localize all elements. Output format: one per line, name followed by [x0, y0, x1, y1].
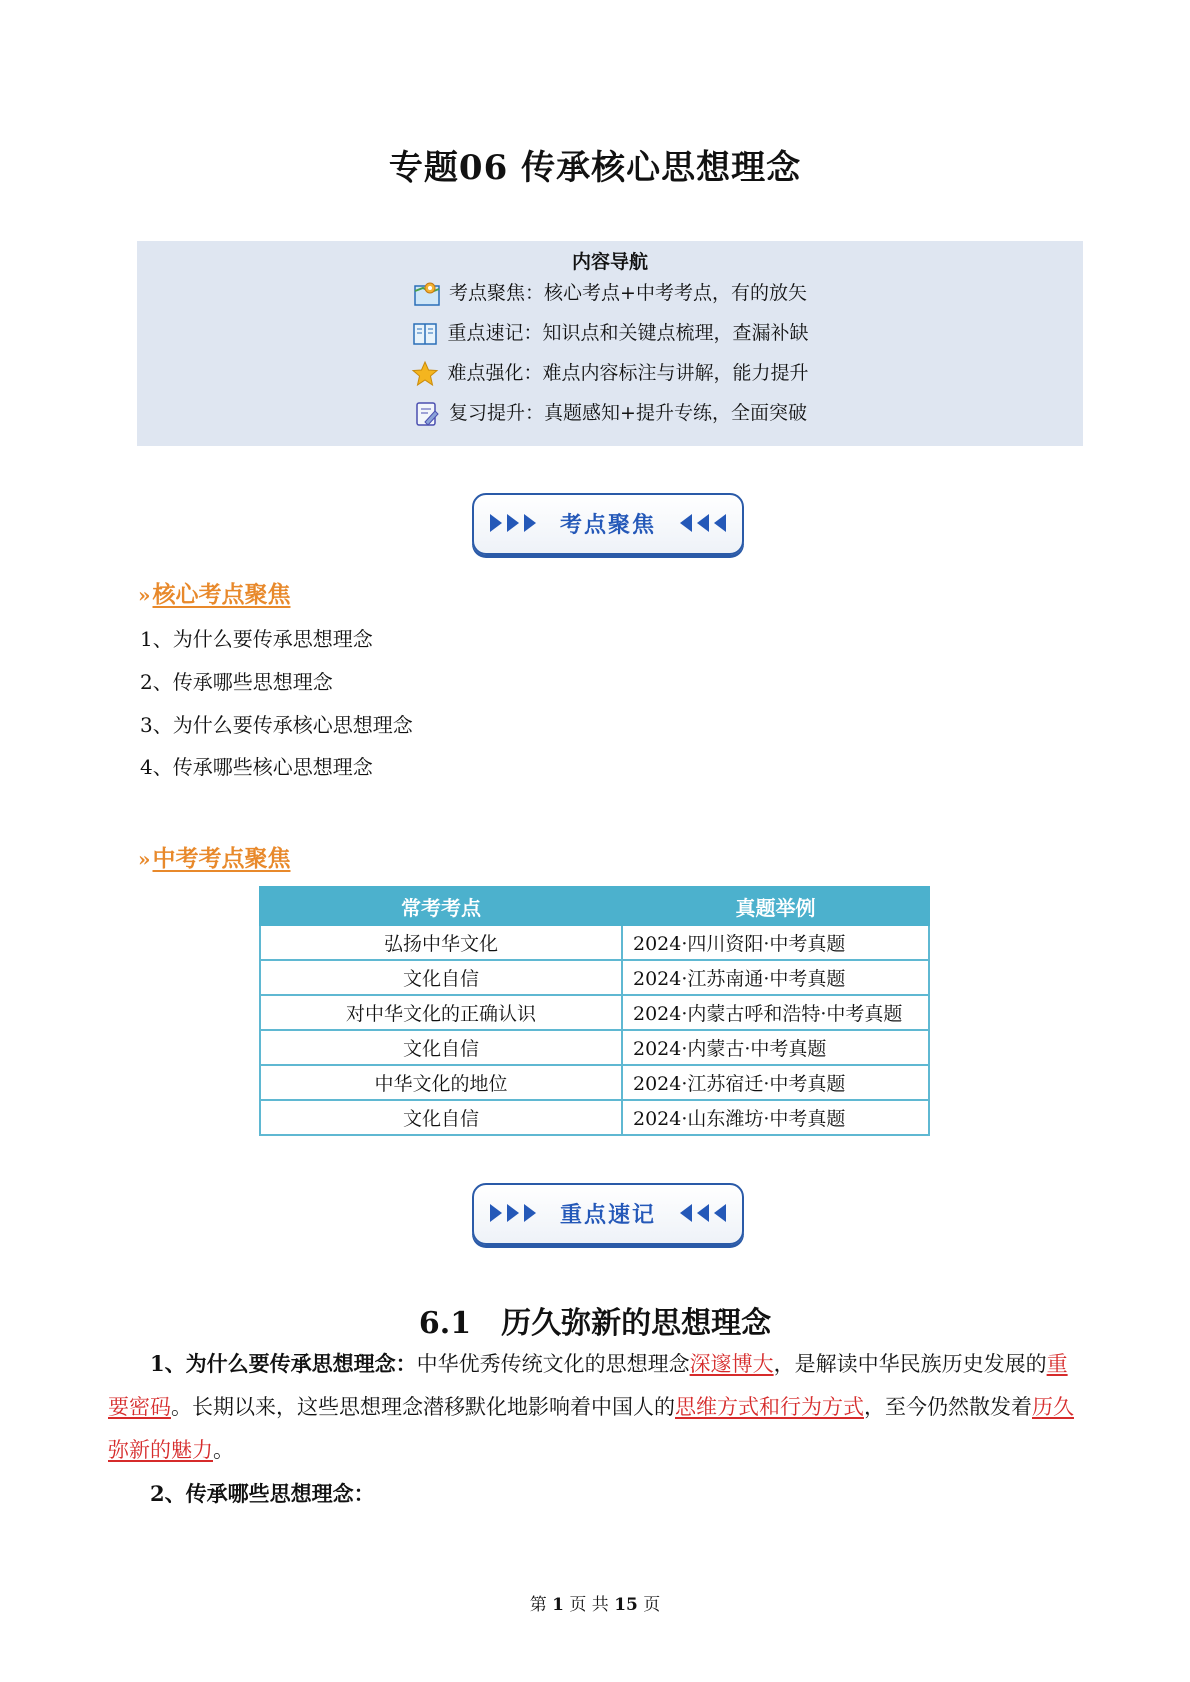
nav-item-label: 复习提升：真题感知+提升专练，全面突破	[449, 402, 807, 424]
list-item: 4、传承哪些核心思想理念	[140, 755, 373, 779]
keyword: 重要密码	[108, 1352, 1068, 1419]
table-cell: 2024·山东潍坊·中考真题	[622, 1100, 929, 1135]
table-cell: 2024·内蒙古呼和浩特·中考真题	[622, 995, 929, 1030]
list-item: 1、为什么要传承思想理念	[140, 627, 373, 651]
table-row	[260, 995, 929, 1030]
paragraph-lead: 1、为什么要传承思想理念：	[150, 1351, 417, 1376]
nav-heading: 内容导航	[571, 251, 648, 273]
table-cell: 2024·内蒙古·中考真题	[622, 1030, 929, 1065]
banner-label: 考点聚焦	[559, 513, 656, 538]
paragraph-1	[108, 1342, 1083, 1472]
banner-notes	[472, 1183, 744, 1245]
table-cell: 对中华文化的正确认识	[260, 995, 622, 1030]
nav-item-label: 考点聚焦：核心考点+中考考点，有的放矢	[449, 282, 807, 304]
nav-item-focus	[137, 278, 1083, 308]
triple-arrow-left-icon	[674, 512, 728, 534]
table-row	[260, 925, 929, 960]
table-row	[260, 1100, 929, 1135]
table-row	[260, 1065, 929, 1100]
table-row	[260, 1030, 929, 1065]
text-run: 。长期以来，这些思想理念潜移默化地影响着中国人的	[171, 1395, 675, 1419]
page-number: 1	[552, 1595, 564, 1615]
text-run: 。	[213, 1438, 234, 1462]
map-icon	[413, 280, 441, 308]
page-footer: 第 1 页 共 15 页	[529, 1595, 661, 1615]
text-run: ，是解读中华民族历史发展的	[773, 1352, 1047, 1376]
list-item: 3、为什么要传承核心思想理念	[140, 713, 413, 737]
page-total: 15	[614, 1595, 638, 1615]
star-icon	[411, 360, 439, 388]
table-row	[260, 960, 929, 995]
table-cell: 中华文化的地位	[260, 1065, 622, 1100]
column-header: 常考考点	[260, 887, 622, 925]
core-heading: »核心考点聚焦	[138, 581, 291, 608]
banner-focus	[472, 493, 744, 555]
edit-note-icon	[413, 400, 441, 428]
exam-table	[259, 886, 930, 1136]
nav-item-difficulty	[137, 358, 1083, 388]
banner-label: 重点速记	[559, 1203, 656, 1228]
column-header: 真题举例	[622, 887, 929, 925]
table-cell: 弘扬中华文化	[260, 925, 622, 960]
triple-arrow-left-icon	[674, 1202, 728, 1224]
table-cell: 2024·四川资阳·中考真题	[622, 925, 929, 960]
double-chevron-icon: »	[138, 847, 151, 871]
text-run: ，至今仍然散发着	[864, 1395, 1032, 1419]
nav-item-review	[137, 398, 1083, 428]
section-heading: 6.1 历久弥新的思想理念	[418, 1306, 772, 1341]
keyword: 深邃博大	[689, 1352, 774, 1376]
book-icon	[411, 320, 439, 348]
paragraph-2-lead: 2、传承哪些思想理念：	[150, 1481, 375, 1506]
table-cell: 文化自信	[260, 1030, 622, 1065]
page-title: 专题06 传承核心思想理念	[388, 148, 802, 188]
nav-item-notes	[137, 318, 1083, 348]
table-cell: 文化自信	[260, 960, 622, 995]
table-cell: 2024·江苏南通·中考真题	[622, 960, 929, 995]
list-item: 2、传承哪些思想理念	[140, 670, 333, 694]
table-cell: 文化自信	[260, 1100, 622, 1135]
table-header-row	[260, 887, 929, 925]
table-cell: 2024·江苏宿迁·中考真题	[622, 1065, 929, 1100]
exam-heading: »中考考点聚焦	[138, 845, 291, 872]
nav-item-label: 难点强化：难点内容标注与讲解，能力提升	[447, 362, 809, 384]
double-chevron-icon: »	[138, 583, 151, 607]
content-navigation-box	[137, 241, 1083, 446]
text-run: 中华优秀传统文化的思想理念	[416, 1352, 690, 1376]
nav-item-label: 重点速记：知识点和关键点梳理，查漏补缺	[447, 322, 809, 344]
keyword: 历久弥新的魅力	[108, 1395, 1074, 1462]
keyword: 思维方式和行为方式	[675, 1395, 864, 1419]
